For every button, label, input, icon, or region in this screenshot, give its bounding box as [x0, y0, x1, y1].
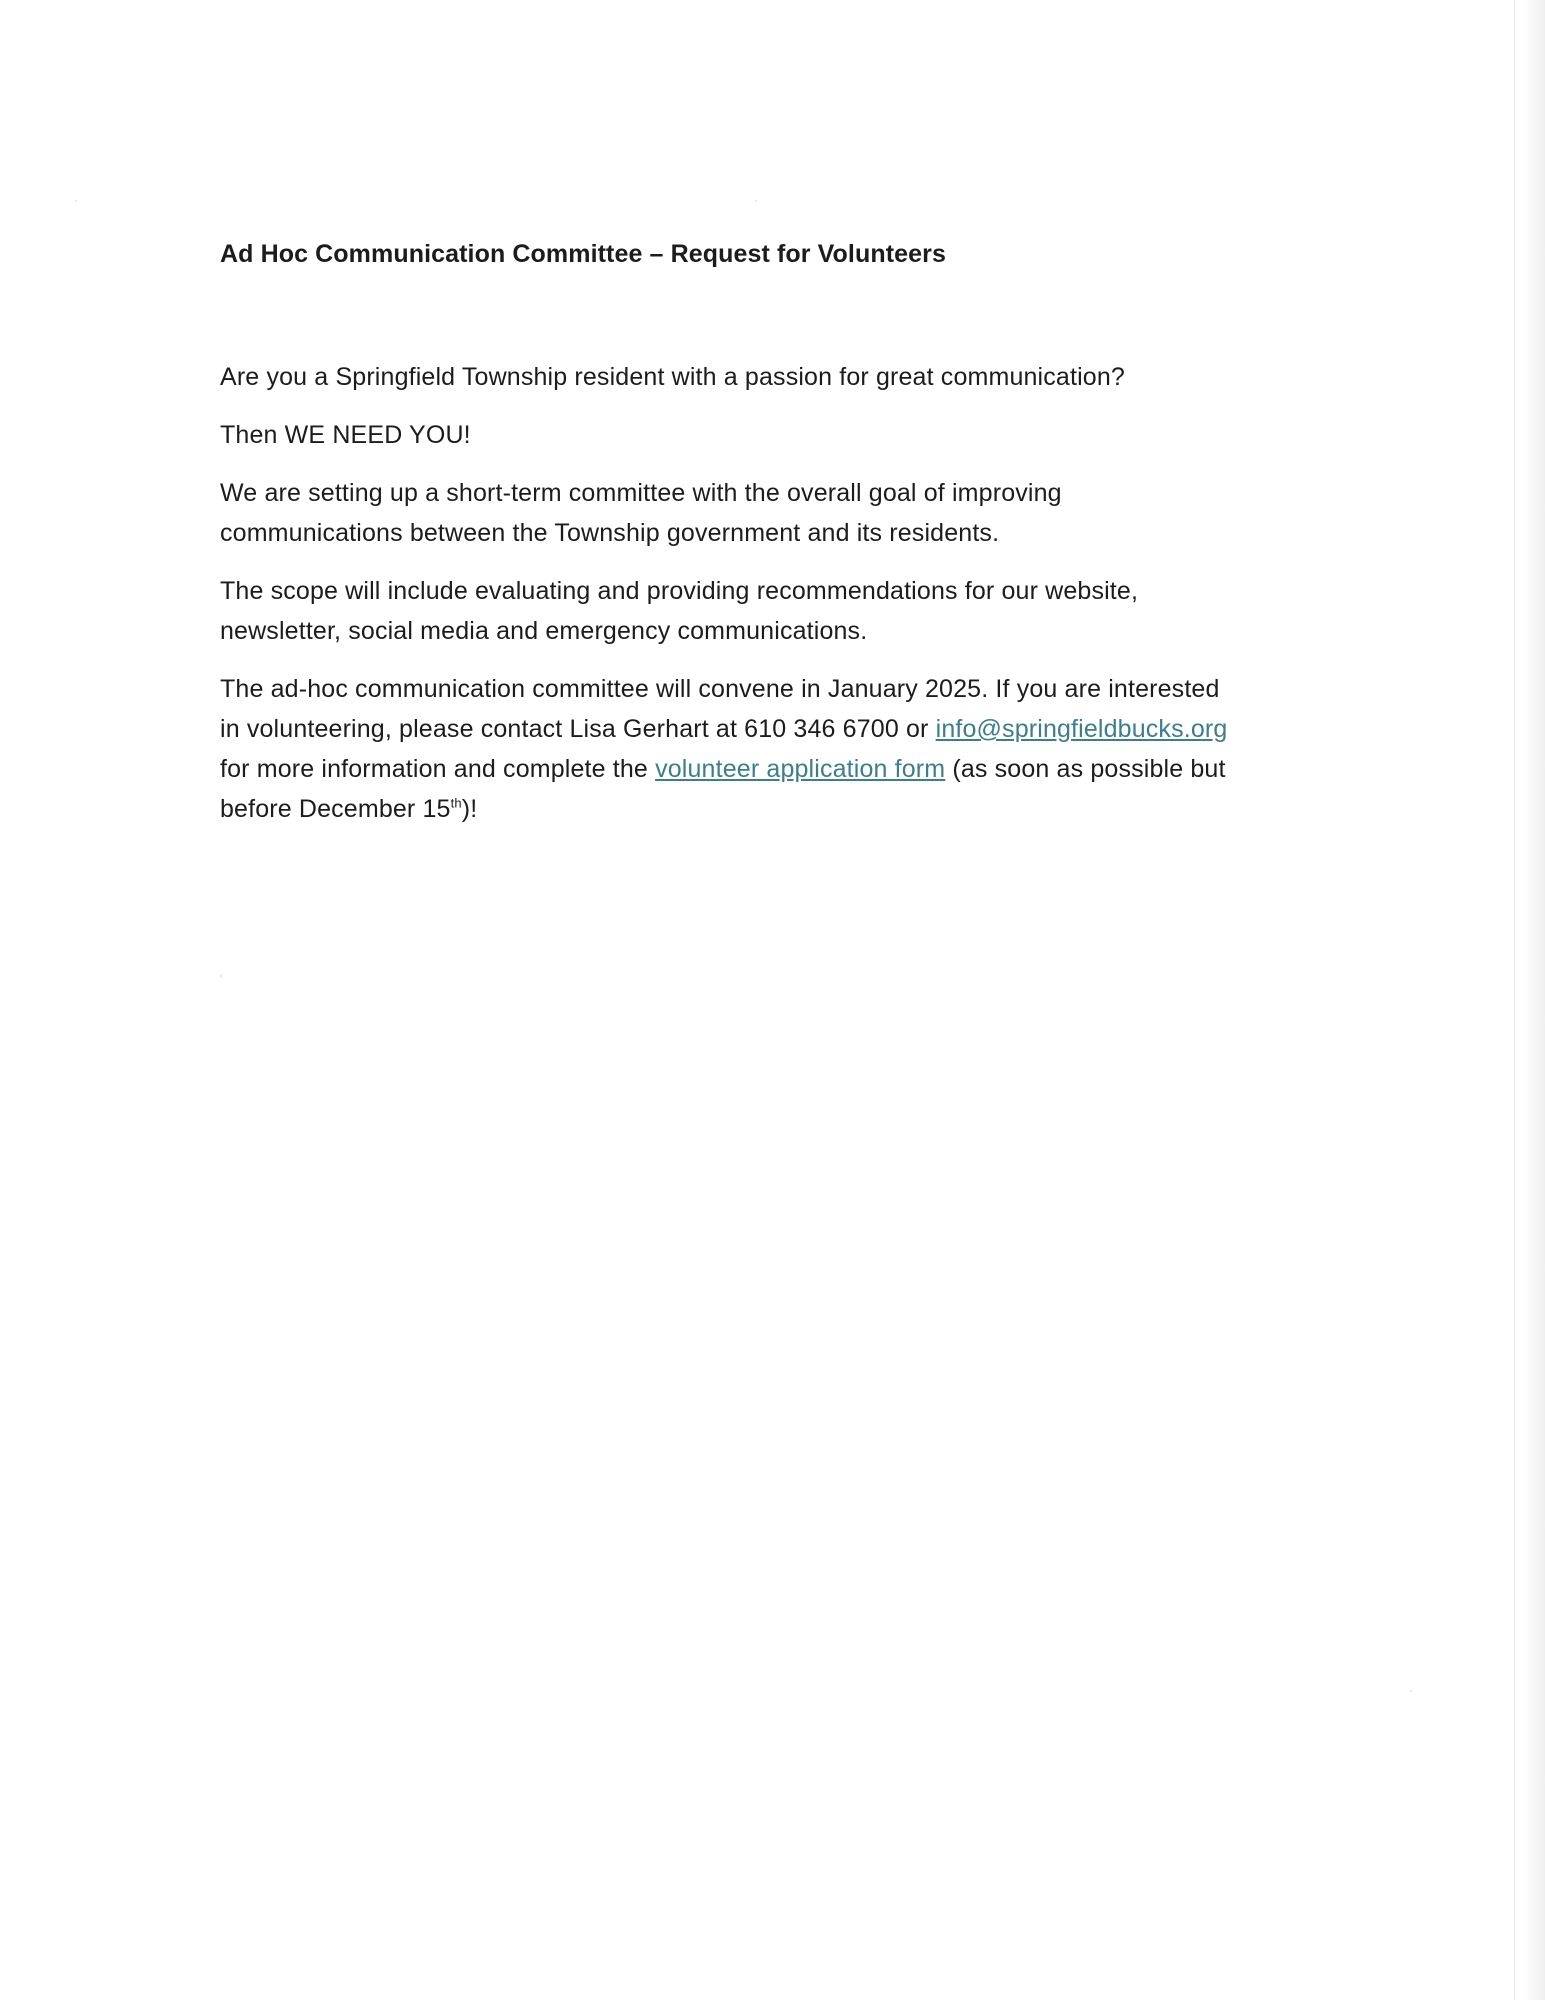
paragraph-2: Then WE NEED YOU! [220, 421, 471, 449]
document-content [220, 240, 1340, 847]
call-to-action [220, 415, 1340, 455]
scan-speck [220, 975, 222, 977]
paragraph-3-line-1: We are setting up a short-term committee with the overall goal of improving [220, 479, 1062, 507]
paragraph-5-line-4: before December 15 [220, 795, 451, 823]
volunteer-form-link[interactable]: volunteer application form [655, 755, 946, 783]
contact-paragraph [220, 669, 1340, 829]
scan-speck [1410, 1690, 1412, 1692]
email-link[interactable]: info@springfieldbucks.org [935, 715, 1228, 743]
committee-scope [220, 571, 1340, 651]
paragraph-5-line-4-end: )! [461, 795, 478, 823]
paragraph-5-line-3: for more information and complete the [220, 755, 656, 783]
paragraph-4-line-2: newsletter, social media and emergency communications. [220, 617, 868, 645]
ordinal-superscript: th [450, 795, 462, 811]
scan-speck [75, 200, 77, 202]
scan-edge [1523, 0, 1545, 2000]
paragraph-4-line-1: The scope will include evaluating and providing recommendations for our website, [220, 577, 1139, 605]
scan-line [1514, 0, 1515, 2000]
committee-description [220, 473, 1340, 553]
paragraph-5-line-2: in volunteering, please contact Lisa Gerhart at 610 346 6700 or [220, 715, 936, 743]
paragraph-5-line-1: The ad-hoc communication committee will convene in January 2025. If you are interested [220, 675, 1220, 703]
paragraph-3-line-2: communications between the Township government and its residents. [220, 519, 1000, 547]
document-title: Ad Hoc Communication Committee – Request for Volunteers [220, 240, 946, 268]
scan-speck [755, 200, 757, 202]
intro-question [220, 357, 1340, 397]
paragraph-5-line-3-end: (as soon as possible but [945, 755, 1226, 783]
paragraph-1: Are you a Springfield Township resident with a passion for great communication? [220, 363, 1125, 391]
